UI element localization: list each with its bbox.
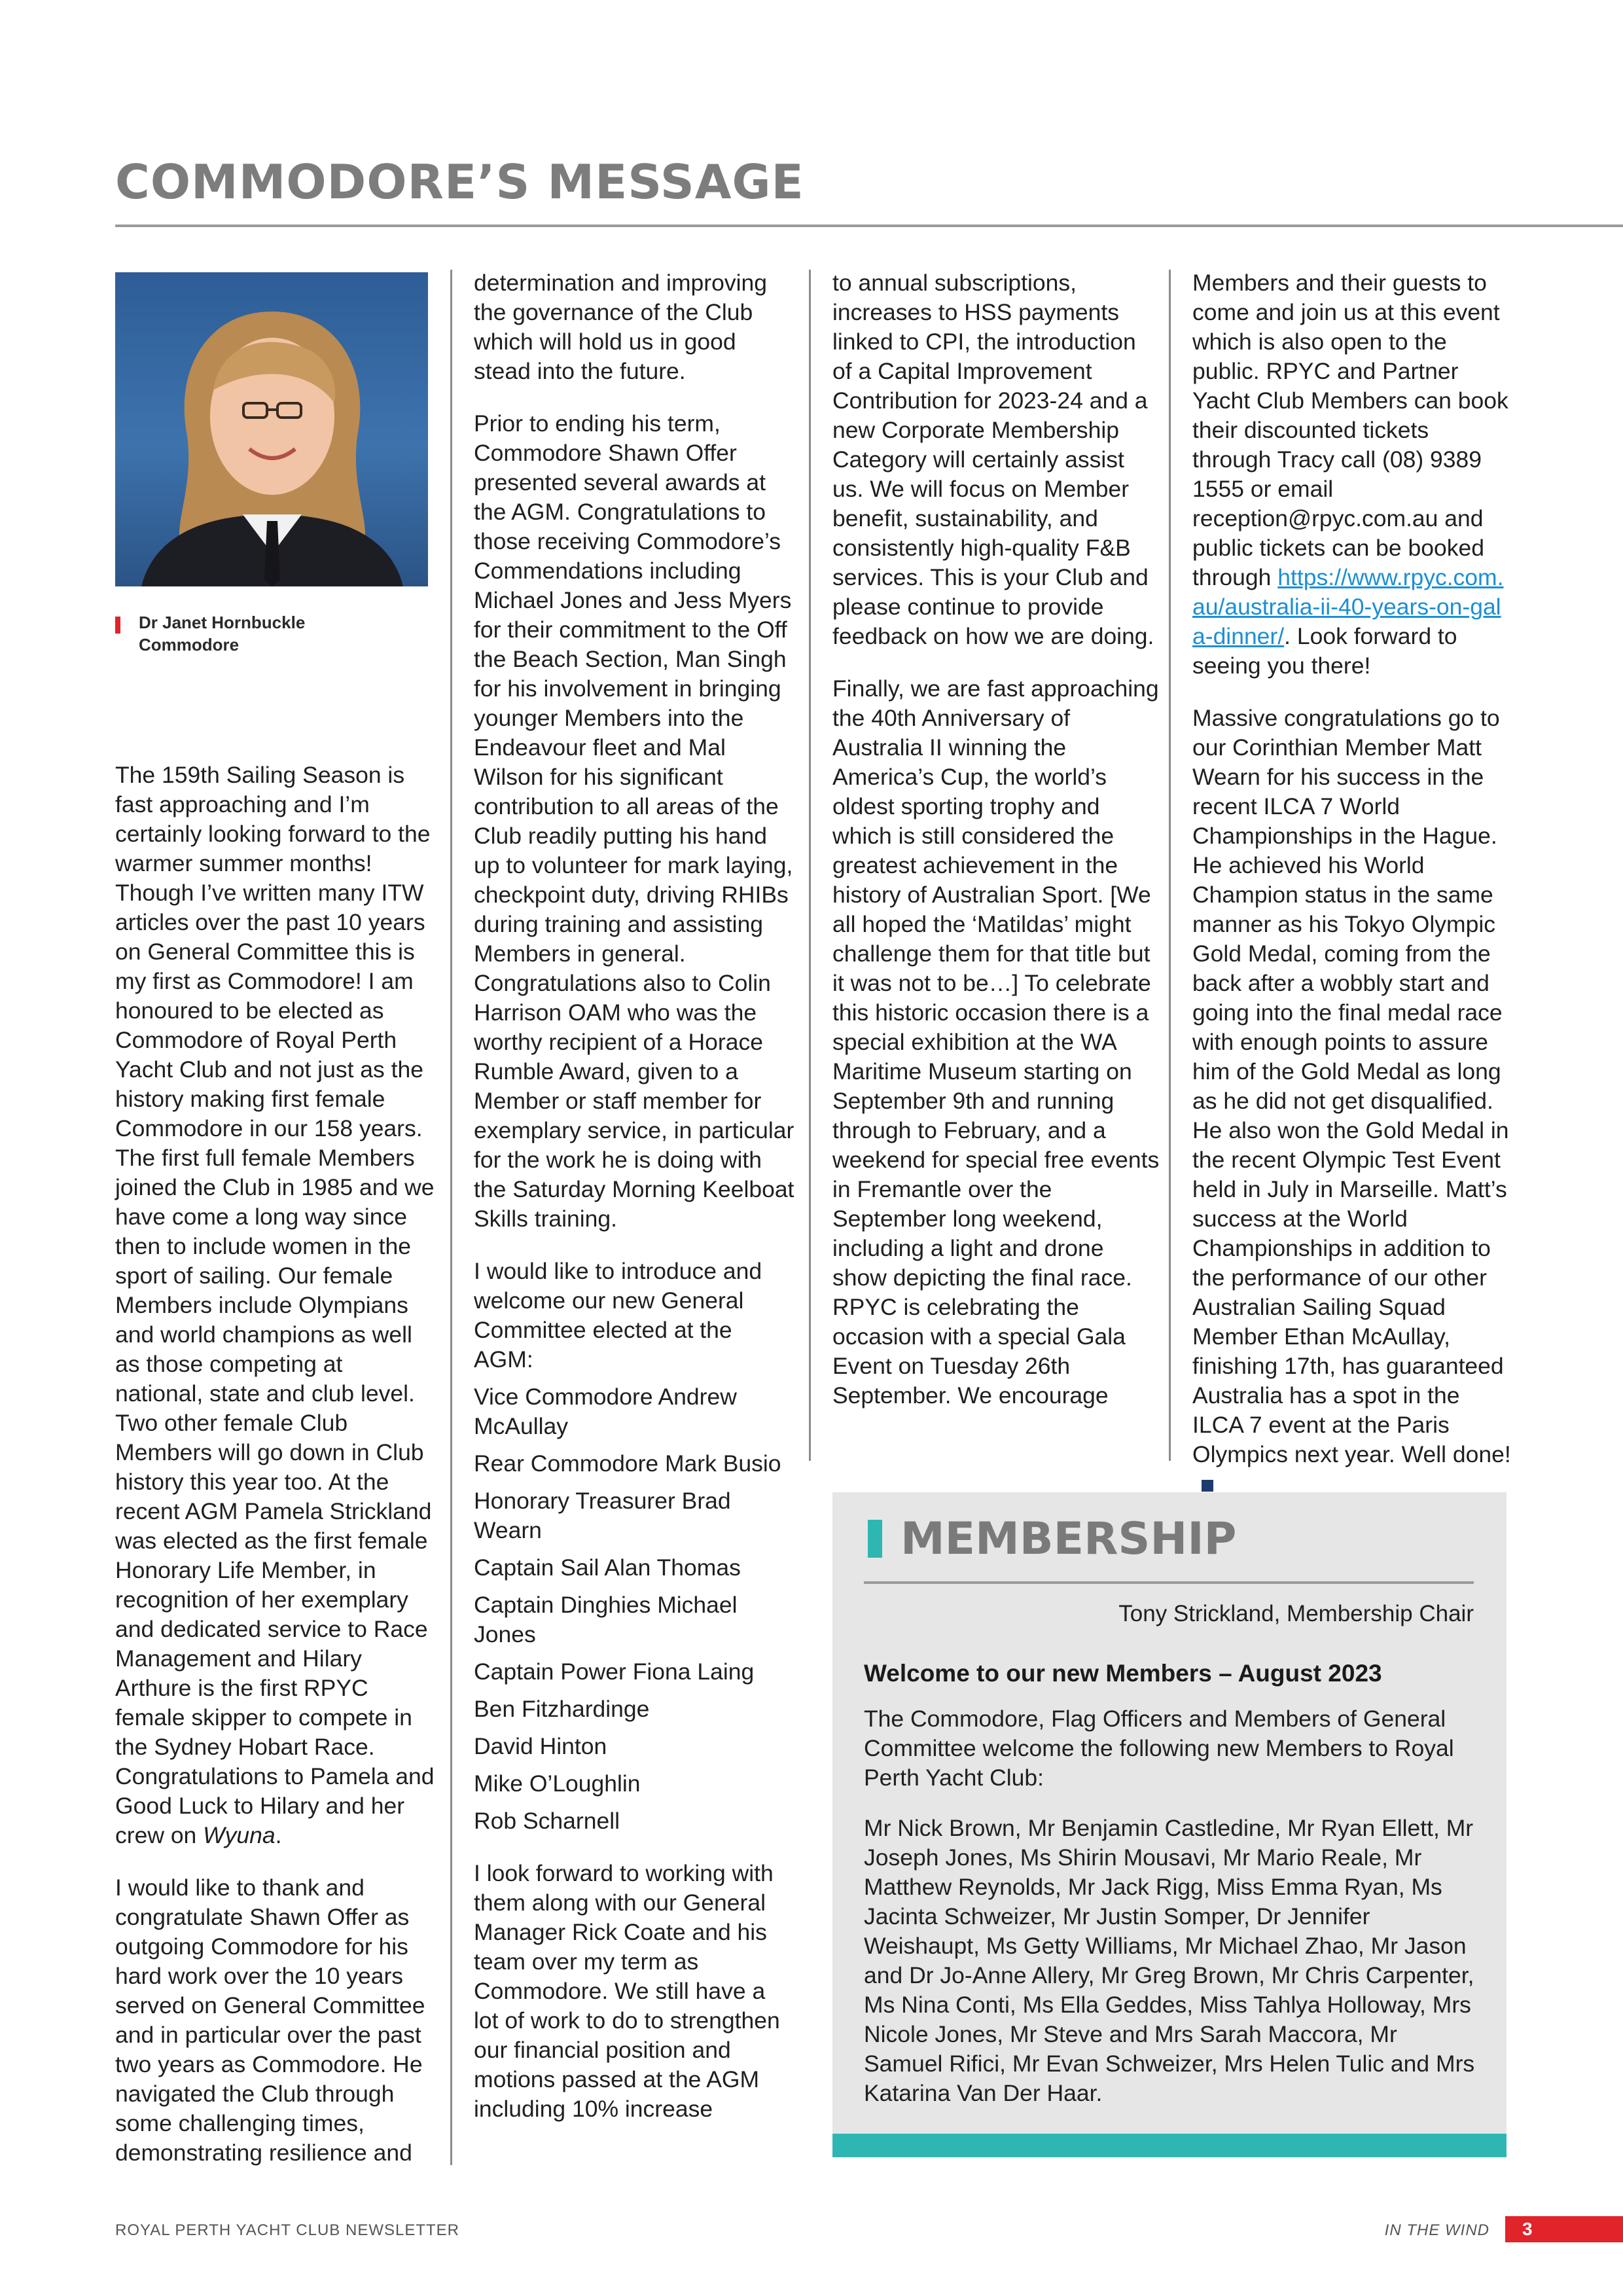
committee-member: Rob Scharnell	[474, 1808, 620, 1834]
paragraph	[1192, 268, 1513, 681]
paragraph: Finally, we are fast approaching the 40th Anniversary of Australia II winning the America’s Cup, the world’s oldest sporting trophy and which is still considered the greatest achievement in the history of Australian Sport. [We all hoped the ‘Matildas’ might challenge them for that title but it was not to be…] To celebrate this historic occasion there is a special exhibition at the WA Maritime Museum starting on September 9th and running through to February, and a weekend for special free events in Fremantle over the September long weekend, including a light and drone show depicting the final race. RPYC is celebrating the occasion with a special Gala Event on Tuesday 26th September. We encourage	[832, 675, 1160, 1408]
committee-list	[474, 1382, 794, 1836]
commodore-portrait	[115, 272, 428, 586]
column-3	[832, 268, 1160, 1433]
caption-name: Dr Janet Hornbuckle	[139, 613, 306, 632]
paragraph: Prior to ending his term, Commodore Shawn Offer presented several awards at the AGM. Congratulations to those receiving Commodore’s Commendations including Michael Jones and Jess Myers for their commitment to the Off the Beach Section, Man Singh for his involvement in bringing younger Members into the Endeavour fleet and Mal Wilson for his significant contribution to all areas of the Club readily putting his hand up to volunteer for mark laying, checkpoint duty, driving RHIBs during training and assisting Members in general. Congratulations also to Colin Harrison OAM who was the worthy recipient of a Horace Rumble Award, given to a Member or staff member for exemplary service, in particular for the work he is doing with the Saturday Morning Keelboat Skills training.	[474, 410, 794, 1232]
title-rule	[115, 224, 1623, 227]
portrait-caption	[139, 611, 427, 656]
committee-member: Captain Power Fiona Laing	[474, 1659, 755, 1685]
column-divider-3	[1169, 270, 1171, 1461]
publication-name: IN THE WIND	[1384, 2221, 1489, 2239]
page-number: 3	[1505, 2216, 1623, 2242]
committee-member: David Hinton	[474, 1733, 607, 1759]
paragraph-text: Members and their guests to come and join us at this event which is also open to the public. RPYC and Partner Yacht Club Members can book their discounted tickets through Tracy call (08) 9389 1555 or email reception@rpyc.com.au and public tickets can be booked through	[1192, 270, 1508, 590]
paragraph: I would like to thank and congratulate Shawn Offer as outgoing Commodore for his hard work over the 10 years served on General Committee and in particular over the past two years as Commodore. He navigated the Club through some challenging times, demonstrating resilience and	[115, 1874, 425, 2166]
paragraph-end: . Look forward to seeing you there!	[1192, 623, 1457, 679]
paragraph-text: Massive congratulations go to our Corinthian Member Matt Wearn for his success in the recent ILCA 7 World Championships in the Hague. He achieved his World Champion status in the same manner as his Tokyo Olympic Gold Medal, coming from the back after a wobbly start and going into the final medal race with enough points to assure him of the Gold Medal as long as he did not get disqualified. He also won the Gold Medal in the recent Olympic Test Event held in July in Marseille. Matt’s success at the World Championships in addition to the performance of our other Australian Sailing Squad Member Ethan McAullay, finishing 17th, has guaranteed Australia has a spot in the ILCA 7 event at the Paris Olympics next year. Well done!	[1192, 705, 1511, 1467]
paragraph: to annual subscriptions, increases to HSS payments linked to CPI, the introduction of a Capital Improvement Contribution for 2023-24 and a new Corporate Membership Category will certainly assist us. We will focus on Member benefit, sustainability, and consistently high-quality F&B services. This is your Club and please continue to provide feedback on how we are doing.	[832, 270, 1154, 649]
membership-title: MEMBERSHIP	[901, 1513, 1237, 1565]
caption-role: Commodore	[139, 635, 240, 655]
column-divider-1	[450, 270, 452, 2165]
page-title: COMMODORE’S MESSAGE	[115, 154, 804, 209]
membership-body	[864, 1704, 1479, 2129]
membership-subheading: Welcome to our new Members – August 2023	[864, 1660, 1382, 1687]
membership-author: Tony Strickland, Membership Chair	[1118, 1601, 1474, 1626]
paragraph	[115, 761, 436, 1850]
boat-name: Wyuna	[203, 1822, 276, 1848]
committee-member: Honorary Treasurer Brad Wearn	[474, 1488, 731, 1543]
membership-title-rule	[864, 1581, 1474, 1584]
membership-title-marker	[868, 1520, 882, 1558]
caption-marker	[115, 617, 120, 634]
membership-panel-accent	[832, 2134, 1507, 2157]
paragraph-text: The 159th Sailing Season is fast approaching and I’m certainly looking forward to the warmer summer months! Though I’ve written many ITW articles over the past 10 years on General Committee this is my first as Commodore! I am honoured to be elected as Commodore of Royal Perth Yacht Club and not just as the history making first female Commodore in our 158 years. The first full female Members joined the Club in 1985 and we have come a long way since then to include women in the sport of sailing. Our female Members include Olympians and world champions as well as those competing at national, state and club level. Two other female Club Members will go down in Club history this year too. At the recent AGM Pamela Strickland was elected as the first female Honorary Life Member, in recognition of her exemplary and dedicated service to Race Management and Hilary Arthure is the first RPYC female skipper to compete in the Sydney Hobart Race. Congratulations to Pamela and Good Luck to Hilary and her crew on	[115, 762, 435, 1848]
paragraph: I look forward to working with them along with our General Manager Rick Coate and his team over my term as Commodore. We still have a lot of work to do to strengthen our financial position and motions passed at the AGM including 10% increase	[474, 1860, 780, 2122]
committee-member: Captain Sail Alan Thomas	[474, 1554, 741, 1581]
paragraph-end: .	[275, 1822, 282, 1848]
paragraph: I would like to introduce and welcome our new General Committee elected at the AGM:	[474, 1258, 762, 1372]
column-divider-2	[809, 270, 811, 1461]
end-of-article-icon	[1202, 1480, 1213, 1492]
new-members-list: Mr Nick Brown, Mr Benjamin Castledine, Mr Ryan Ellett, Mr Joseph Jones, Ms Shirin Mousavi, Mr Mario Reale, Mr Matthew Reynolds, Mr Jack Rigg, Miss Emma Ryan, Ms Jacinta Schweizer, Mr Justin Somper, Dr Jennifer Weishaupt, Ms Getty Williams, Mr Michael Zhao, Mr Jason and Dr Jo-Anne Allery, Mr Greg Brown, Mr Chris Carpenter, Ms Nina Conti, Ms Ella Geddes, Miss Tahlya Holloway, Mrs Nicole Jones, Mr Steve and Mrs Sarah Maccora, Mr Samuel Rifici, Mr Evan Schweizer, Mrs Helen Tulic and Mrs Katarina Van Der Haar.	[864, 1815, 1475, 2106]
committee-member: Vice Commodore Andrew McAullay	[474, 1384, 737, 1439]
newsletter-name: ROYAL PERTH YACHT CLUB NEWSLETTER	[115, 2221, 459, 2239]
column-1	[115, 761, 436, 2191]
column-2	[474, 268, 794, 2147]
membership-intro: The Commodore, Flag Officers and Members of General Committee welcome the following new Members to Royal Perth Yacht Club:	[864, 1706, 1454, 1791]
committee-member: Ben Fitzhardinge	[474, 1696, 650, 1722]
paragraph: determination and improving the governance of the Club which will hold us in good stead into the future.	[474, 270, 767, 384]
portrait-illustration	[115, 272, 428, 586]
gala-dinner-link[interactable]: https://www.rpyc.com.au/australia-ii-40-years-on-gala-dinner/	[1192, 564, 1504, 649]
column-4	[1192, 268, 1513, 1522]
committee-member: Mike O’Loughlin	[474, 1770, 641, 1797]
committee-member: Captain Dinghies Michael Jones	[474, 1592, 738, 1647]
committee-member: Rear Commodore Mark Busio	[474, 1450, 781, 1477]
paragraph	[1192, 704, 1513, 1499]
